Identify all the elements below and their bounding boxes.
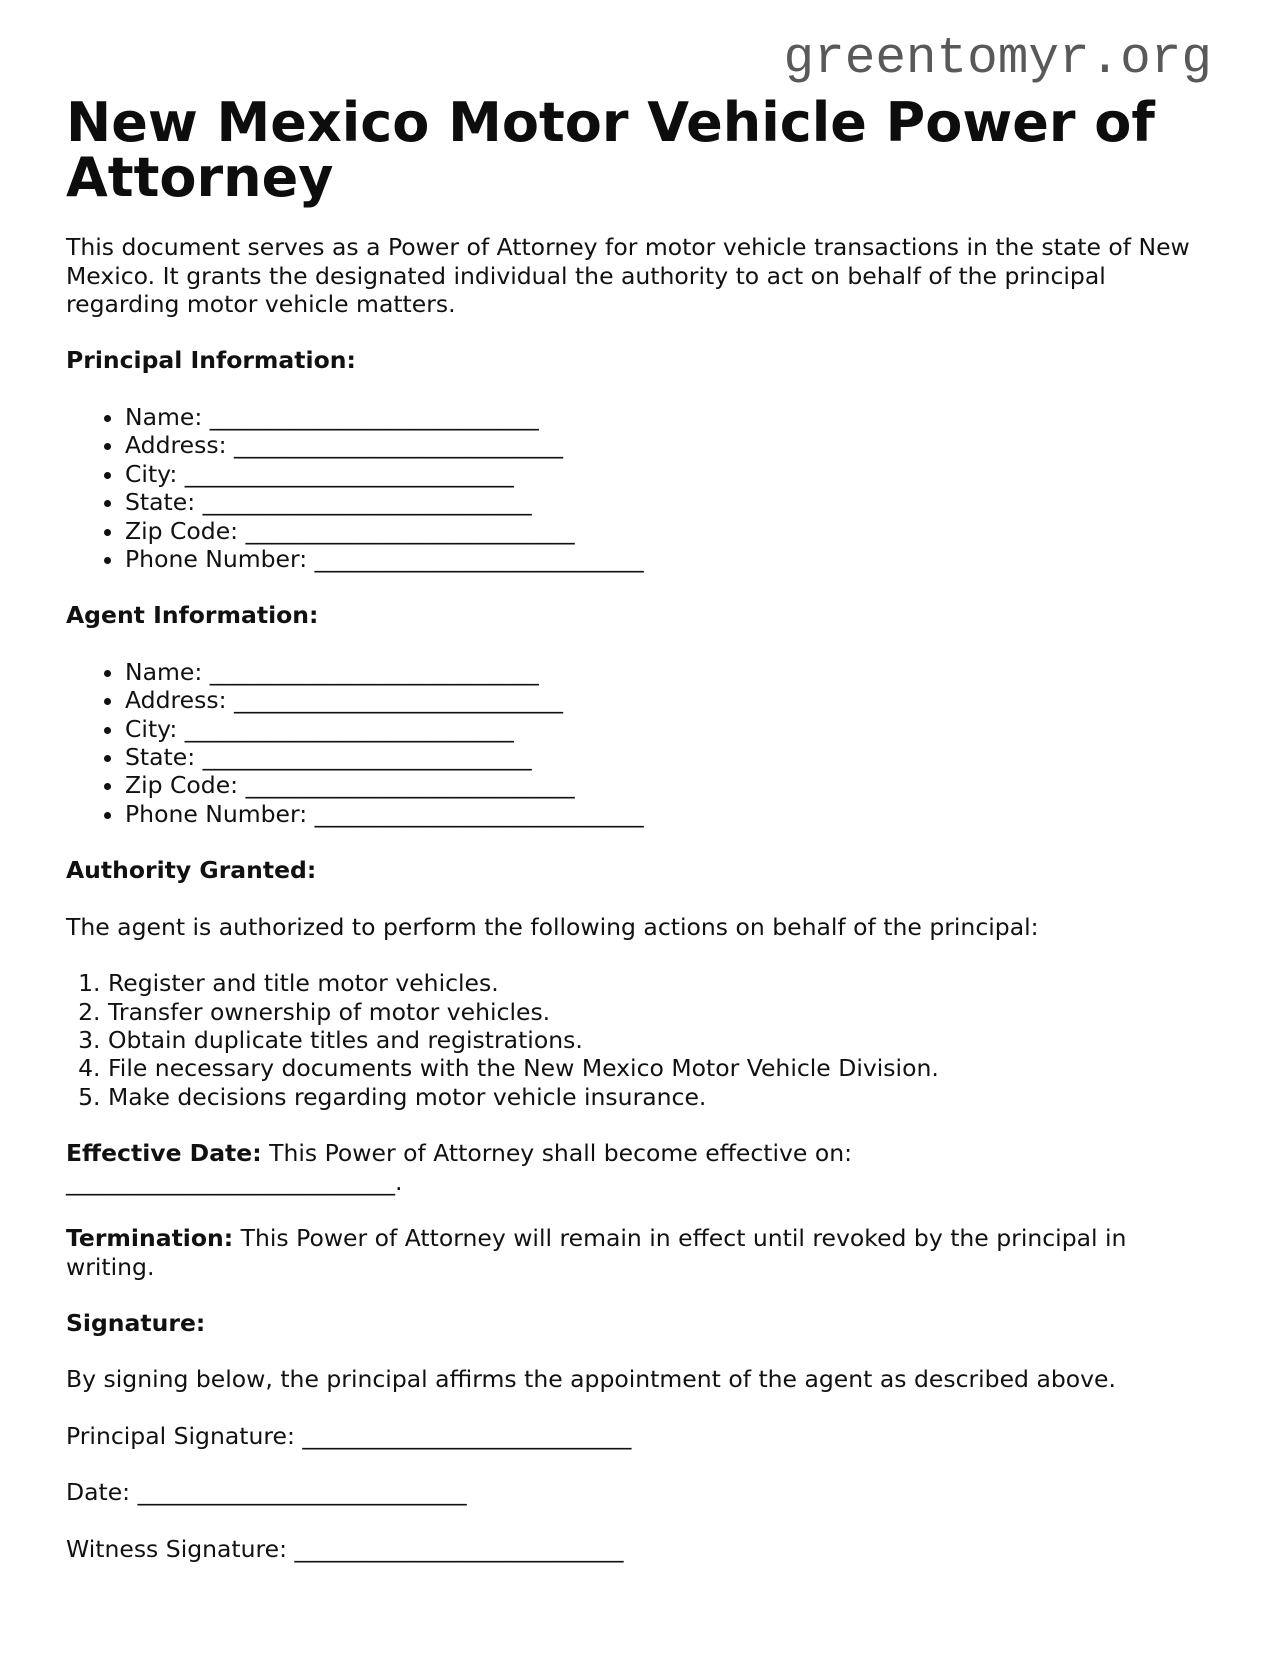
field-blank: ____________________________ [209,402,539,431]
effective-date-paragraph [66,1139,1212,1196]
authority-actions-list [66,969,1212,1111]
field-blank: ____________________________ [202,488,532,517]
principal-information-heading: Principal Information: [66,346,356,375]
field-label: Address: [125,431,227,460]
field-label: Zip Code: [125,771,239,800]
signature-affirmation-paragraph: By signing below, the principal affirms the appointment of the agent as described above. [66,1365,1116,1394]
field-label: Phone Number: [125,544,308,573]
principal-information-list [66,403,1212,574]
site-watermark: greentomyr.org [783,31,1212,88]
principal-zip-field [125,517,1212,545]
termination-text: This Power of Attorney will remain in effect until revoked by the principal in writing. [66,1224,1127,1281]
field-label: City: [125,459,178,488]
field-label: City: [125,714,178,743]
field-blank: ____________________________ [245,516,575,545]
effective-date-blank: ____________________________. [66,1167,403,1196]
field-blank: ____________________________ [234,686,563,715]
field-blank: ____________________________ [245,771,575,800]
agent-zip-field [125,771,1212,799]
effective-date-text: This Power of Attorney shall become effective on: [269,1139,853,1168]
principal-state-field [125,488,1212,516]
agent-address-field [125,686,1212,714]
field-label: Principal Signature: [66,1421,295,1450]
field-label: Address: [125,686,227,715]
field-blank: ____________________________ [314,544,644,573]
field-blank: ____________________________ [302,1421,632,1450]
principal-name-field [125,403,1212,431]
field-blank: ____________________________ [184,459,514,488]
page-title: New Mexico Motor Vehicle Power of Attorney [66,91,1155,210]
principal-signature-line [66,1422,1212,1450]
principal-phone-field [125,545,1212,573]
field-label: Phone Number: [125,799,308,828]
field-blank: ____________________________ [202,743,532,772]
authority-action-item: 1. Register and title motor vehicles. [108,969,1212,997]
field-label: State: [125,743,196,772]
field-blank: ____________________________ [314,799,644,828]
authority-action-item: 4. File necessary documents with the New Mexico Motor Vehicle Division. [108,1054,1212,1082]
agent-information-list [66,658,1212,829]
field-label: Zip Code: [125,516,239,545]
agent-phone-field [125,800,1212,828]
field-label: State: [125,488,196,517]
authority-intro-paragraph: The agent is authorized to perform the following actions on behalf of the principal: [66,912,1039,941]
authority-action-item: 3. Obtain duplicate titles and registrations. [108,1026,1212,1054]
principal-address-field [125,431,1212,459]
agent-state-field [125,743,1212,771]
field-label: Date: [66,1478,131,1507]
field-blank: ____________________________ [234,431,563,460]
termination-paragraph [66,1224,1212,1281]
field-blank: ____________________________ [184,714,514,743]
field-label: Witness Signature: [66,1534,288,1563]
agent-city-field [125,715,1212,743]
termination-label: Termination: [66,1224,234,1253]
signature-heading: Signature: [66,1308,206,1337]
field-blank: ____________________________ [294,1534,624,1563]
field-blank: ____________________________ [209,657,539,686]
agent-information-heading: Agent Information: [66,601,319,630]
intro-paragraph: This document serves as a Power of Attorney for motor vehicle transactions in the state of New Mexico. It grants the designated individual the authority to act on behalf of the principal regarding motor vehicle matters. [66,233,1190,318]
principal-city-field [125,460,1212,488]
authority-action-item: 5. Make decisions regarding motor vehicle insurance. [108,1083,1212,1111]
field-label: Name: [125,402,203,431]
field-blank: ____________________________ [137,1478,467,1507]
agent-name-field [125,658,1212,686]
date-line [66,1478,1212,1506]
witness-signature-line [66,1535,1212,1563]
field-label: Name: [125,657,203,686]
effective-date-label: Effective Date: [66,1139,262,1168]
authority-granted-heading: Authority Granted: [66,856,317,885]
authority-action-item: 2. Transfer ownership of motor vehicles. [108,998,1212,1026]
